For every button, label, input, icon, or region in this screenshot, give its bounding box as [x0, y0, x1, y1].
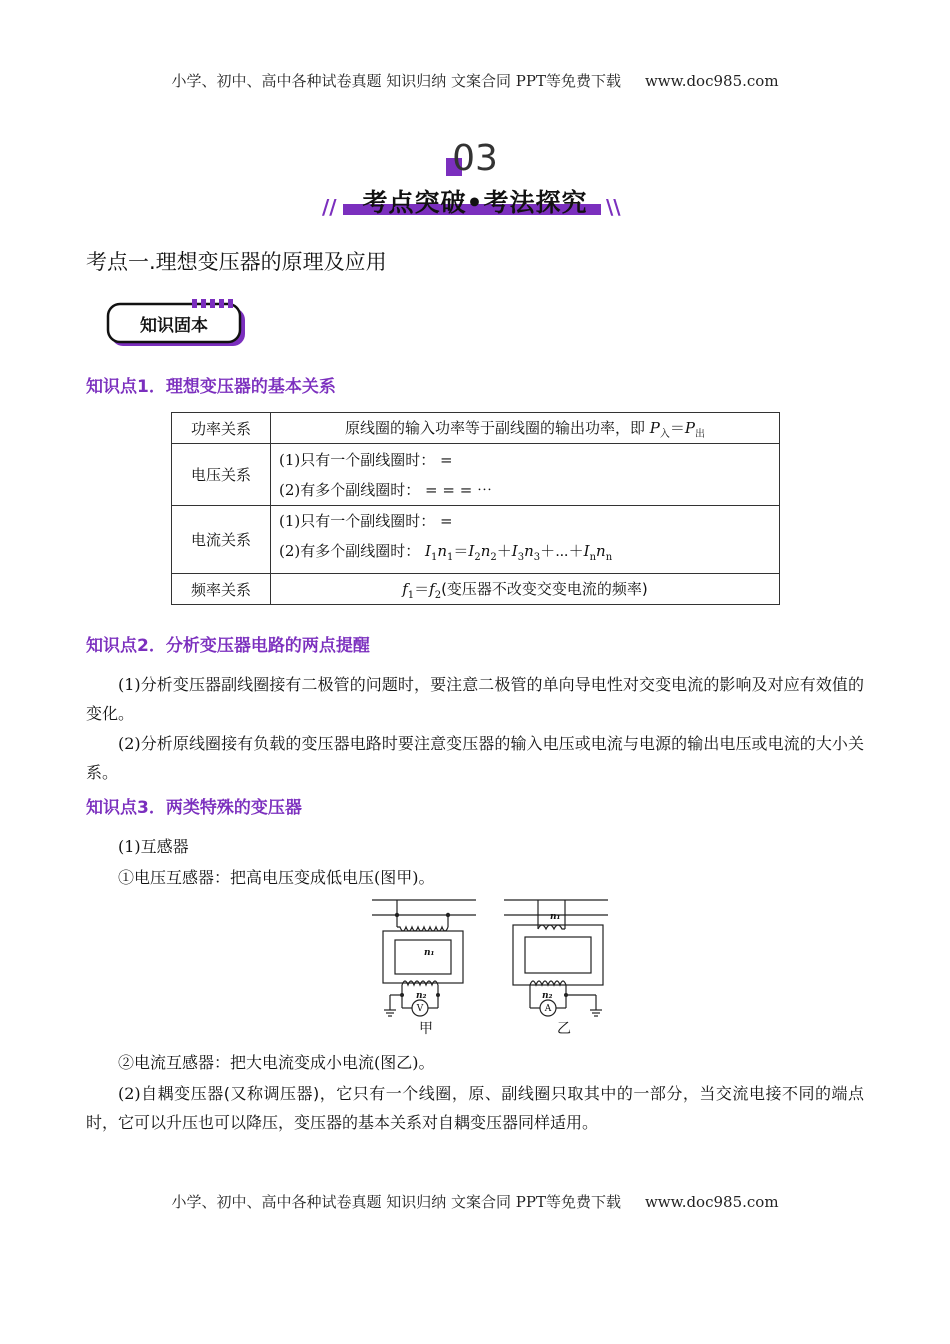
power-eq: ＝	[669, 418, 685, 437]
sub-n3: 3	[533, 552, 541, 563]
current-eq: ＝	[453, 542, 469, 560]
current-line2-text: (2)有多个副线圈时：	[279, 542, 421, 560]
fig-a-n2-label: n₂	[416, 991, 427, 1001]
sym-nn: n	[596, 542, 606, 560]
voltage-line2: (2)有多个副线圈时： = = = ⋯	[279, 480, 493, 499]
power-label: 功率关系	[172, 413, 271, 444]
current-line2	[279, 536, 771, 573]
sym-n3: n	[524, 542, 534, 560]
power-symbol-out: P	[684, 418, 695, 437]
fig-a-n1-label: n₁	[424, 948, 435, 958]
kp1-title: 知识点1．理想变压器的基本关系	[86, 377, 336, 397]
fig-b-n2-label: n₂	[542, 991, 553, 1001]
voltage-line1: (1)只有一个副线圈时： =	[279, 450, 453, 469]
footer-text: 小学、初中、高中各种试卷真题 知识归纳 文案合同 PPT等免费下载	[171, 1193, 621, 1211]
fig-a-caption: 甲	[419, 1021, 433, 1035]
sub-I3: 3	[517, 552, 525, 563]
auto-text-a: (2)自耦变压器	[118, 1084, 224, 1103]
sym-n1: n	[437, 542, 448, 560]
power-cell	[271, 413, 780, 444]
frequency-cell	[271, 574, 780, 605]
sub-n1: 1	[447, 552, 454, 563]
sub-f1: 1	[407, 589, 415, 601]
frequency-eq: ＝	[414, 579, 430, 598]
kp3-autotransformer-paragraph	[86, 1079, 864, 1137]
badge-label: 知识固本	[140, 316, 208, 336]
table-row	[172, 506, 780, 574]
current-line1: (1)只有一个副线圈时： =	[279, 512, 453, 530]
section-title: 考点突破•考法探究	[362, 188, 588, 217]
transformer-figure	[370, 895, 610, 1035]
sym-I1: I	[425, 542, 431, 560]
frequency-label: 频率关系	[172, 574, 271, 605]
sub-nn: n	[605, 552, 613, 563]
table-row	[172, 444, 780, 506]
header-text: 小学、初中、高中各种试卷真题 知识归纳 文案合同 PPT等免费下载	[171, 72, 621, 90]
kp2-title: 知识点2．分析变压器电路的两点提醒	[86, 636, 370, 656]
voltage-label: 电压关系	[172, 444, 271, 506]
current-dots: ＋⋯＋	[540, 542, 584, 560]
sub-n2: 2	[490, 552, 497, 563]
kp3-current-transformer: ②电流互感器：把大电流变成小电流(图乙)。	[118, 1053, 435, 1072]
table-row	[172, 574, 780, 605]
kp3-title: 知识点3．两类特殊的变压器	[86, 798, 302, 818]
sub-In: n	[589, 552, 597, 563]
sub-f2: 2	[434, 589, 442, 601]
auto-text-b: (又称调压器)	[223, 1084, 320, 1103]
sym-f1: f	[402, 579, 408, 598]
kp2-paragraph-1: (1)分析变压器副线圈接有二极管的问题时，要注意二极管的单向导电性对交变电流的影响及对应有效值的变化。	[86, 675, 864, 723]
topic-title: 考点一.理想变压器的原理及应用	[86, 250, 387, 274]
sym-In: I	[583, 542, 590, 560]
relations-table	[171, 412, 780, 605]
power-symbol-in: P	[649, 418, 660, 437]
fig-b-caption: 乙	[557, 1021, 571, 1035]
fig-b-n1-label: n₁	[550, 912, 561, 922]
frequency-note: (变压器不改变交变电流的频率)	[441, 579, 648, 598]
kp2-paragraph-2: (2)分析原线圈接有负载的变压器电路时要注意变压器的输入电压或电流与电源的输出电压或电流的大小关系。	[86, 734, 864, 782]
banner-left-slash-icon: //	[322, 195, 337, 219]
banner-right-slash-icon: \\	[606, 195, 621, 219]
sub-I2: 2	[474, 552, 481, 563]
power-text: 原线圈的输入功率等于副线圈的输出功率，即	[345, 418, 646, 437]
ammeter-icon: A	[544, 1004, 552, 1014]
kp3-sub1: (1)互感器	[118, 837, 189, 856]
current-cell	[271, 506, 780, 574]
sym-n2: n	[480, 542, 491, 560]
footer-site: www.doc985.com	[644, 1193, 779, 1211]
kp3-voltage-transformer: ①电压互感器：把高电压变成低电压(图甲)。	[118, 868, 435, 887]
table-row	[172, 413, 780, 444]
sym-I2: I	[468, 542, 475, 560]
header-site: www.doc985.com	[644, 72, 779, 90]
sym-f2: f	[429, 579, 435, 598]
current-plus: ＋	[496, 542, 512, 560]
sym-I3: I	[511, 542, 518, 560]
page-footer	[0, 1191, 950, 1212]
sub-I1: 1	[430, 552, 438, 563]
voltage-cell	[271, 444, 780, 506]
power-sub-out: 出	[695, 428, 705, 440]
power-sub-in: 入	[659, 428, 670, 440]
current-label: 电流关系	[172, 506, 271, 574]
page-header	[0, 70, 950, 91]
voltmeter-icon: V	[416, 1004, 424, 1014]
auto-text-c: ，它只有一个线圈，原、副线圈只取其中的一部分，当交流电接不同的端点时，它可以升压也可以降压，变压器的基本关系对自耦变压器同样适用。	[86, 1084, 864, 1132]
section-number: 03	[452, 138, 498, 179]
